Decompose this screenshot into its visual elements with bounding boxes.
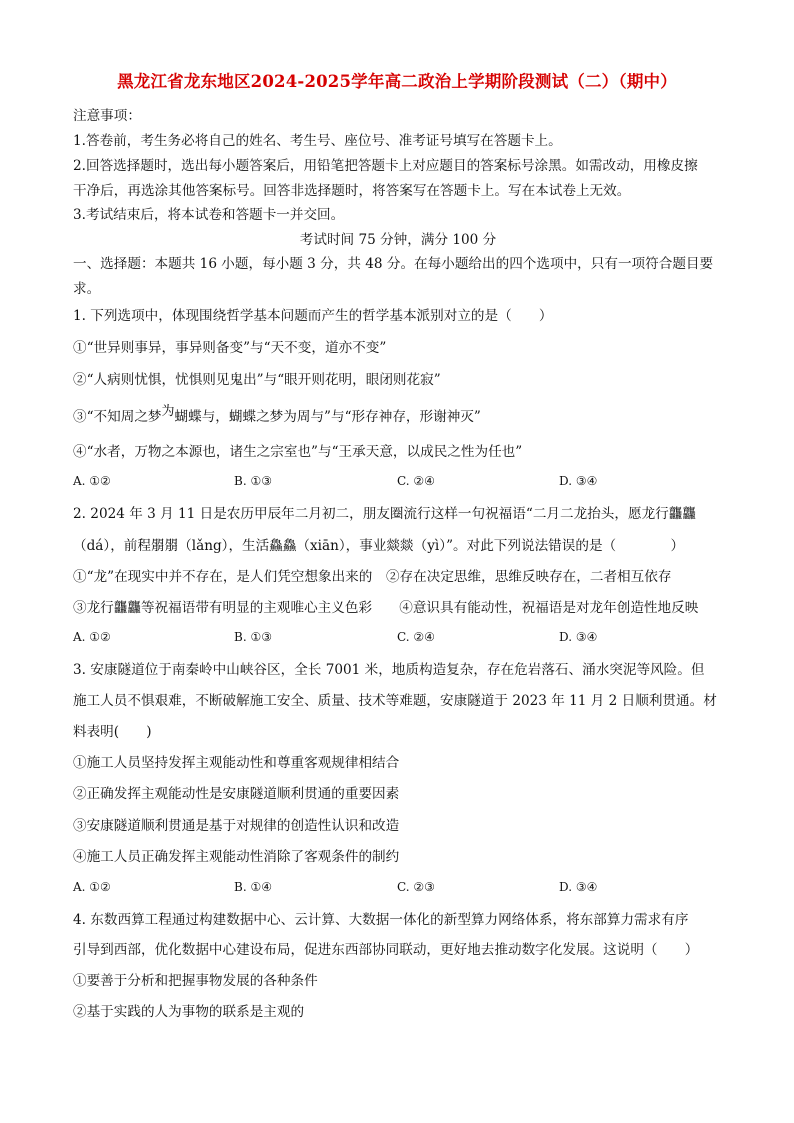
q1-s3-pre: ③“不知周之梦 <box>73 409 162 425</box>
q1-statement-1: ①“世异则事异，事异则备变”与“天不变，道亦不变” <box>73 340 387 356</box>
q2-options <box>73 630 723 650</box>
notice-item-2a: 2.回答选择题时，选出每小题答案后，用铅笔把答题卡上对应题目的答案标号涂黑。如需改动，用橡皮擦 <box>73 158 698 174</box>
q3-stem-a: 3. 安康隧道位于南秦岭中山峡谷区，全长 7001 米，地质构造复杂，存在危岩落石、涌水突泥等风险。但 <box>73 662 705 678</box>
q3-statement-3: ③安康隧道顺利贯通是基于对规律的创造性认识和改造 <box>73 818 400 834</box>
q3-statement-2: ②正确发挥主观能动性是安康隧道顺利贯通的重要因素 <box>73 786 400 802</box>
q2-stem-a: 2. 2024 年 3 月 11 日是农历甲辰年二月初二，朋友圈流行这样一句祝福语“二月二龙抬头，愿龙行龘龘 <box>73 506 696 522</box>
q1-statement-2: ②“人病则忧惧，忧惧则见鬼出”与“眼开则花明，眼闭则花寂” <box>73 372 441 388</box>
exam-title: 黑龙江省龙东地区2024-2025学年高二政治上学期阶段测试（二）（期中） <box>117 72 677 91</box>
q3-option-d[interactable]: D. ③④ <box>559 880 598 894</box>
q3-option-a[interactable]: A. ①② <box>73 880 111 894</box>
q4-statement-2: ②基于实践的人为事物的联系是主观的 <box>73 1004 305 1020</box>
q3-stem-b: 施工人员不惧艰难，不断破解施工安全、质量、技术等难题，安康隧道于 2023 年 11 月 2 日顺利贯通。材 <box>73 693 717 709</box>
notice-item-2b: 干净后，再选涂其他答案标号。回答非选择题时，将答案写在答题卡上。写在本试卷上无效。 <box>73 183 631 199</box>
q1-options <box>73 474 723 494</box>
notice-heading: 注意事项： <box>73 108 141 124</box>
exam-time: 考试时间 75 分钟，满分 100 分 <box>299 232 497 248</box>
q2-stem-b: （dá），前程朤朤（lǎng），生活鱻鱻（xiān），事业燚燚（yì）”。对此下列说法错误的是（ ） <box>73 538 685 554</box>
q3-options <box>73 880 723 900</box>
q1-s3-sup: 为 <box>161 404 175 419</box>
q3-stem-c: 料表明( ) <box>73 724 152 740</box>
q2-option-a[interactable]: A. ①② <box>73 630 111 644</box>
q4-stem-a: 4. 东数西算工程通过构建数据中心、云计算、大数据一体化的新型算力网络体系，将东部算力需求有序 <box>73 912 689 928</box>
q2-statements-3-4: ③龙行龘龘等祝福语带有明显的主观唯心主义色彩 ④意识具有能动性，祝福语是对龙年创造性地反映 <box>73 600 699 616</box>
section-1-intro-b: 求。 <box>73 281 101 297</box>
q3-statement-4: ④施工人员正确发挥主观能动性消除了客观条件的制约 <box>73 849 400 865</box>
q3-statement-1: ①施工人员坚持发挥主观能动性和尊重客观规律相结合 <box>73 755 400 771</box>
q1-s3-post: 蝴蝶与，蝴蝶之梦为周与”与“形存神存，形谢神灭” <box>174 409 481 425</box>
notice-item-1: 1.答卷前，考生务必将自己的姓名、考生号、座位号、准考证号填写在答题卡上。 <box>73 133 562 149</box>
q1-stem: 1. 下列选项中，体现围绕哲学基本问题而产生的哲学基本派别对立的是（ ） <box>73 308 553 324</box>
q2-option-d[interactable]: D. ③④ <box>559 630 598 644</box>
section-1-intro-a: 一、选择题：本题共 16 小题，每小题 3 分，共 48 分。在每小题给出的四个选项中，只有一项符合题目要 <box>73 256 714 272</box>
q1-option-c[interactable]: C. ②④ <box>397 474 435 488</box>
q1-option-d[interactable]: D. ③④ <box>559 474 598 488</box>
q3-option-c[interactable]: C. ②③ <box>397 880 435 894</box>
notice-item-3: 3.考试结束后，将本试卷和答题卡一并交回。 <box>73 207 345 223</box>
q4-stem-b: 引导到西部，优化数据中心建设布局，促进东西部协同联动，更好地去推动数字化发展。这说明（ ） <box>73 942 699 958</box>
q2-option-b[interactable]: B. ①③ <box>234 630 272 644</box>
q3-option-b[interactable]: B. ①④ <box>234 880 272 894</box>
q2-statements-1-2: ①“龙”在现实中并不存在，是人们凭空想象出来的 ②存在决定思维，思维反映存在，二者相互依存 <box>73 569 672 585</box>
q2-option-c[interactable]: C. ②④ <box>397 630 435 644</box>
q1-statement-4: ④“水者，万物之本源也，诸生之宗室也”与“王承天意，以成民之性为任也” <box>73 444 523 460</box>
q1-statement-3 <box>73 404 723 428</box>
q1-option-b[interactable]: B. ①③ <box>234 474 272 488</box>
q4-statement-1: ①要善于分析和把握事物发展的各种条件 <box>73 973 318 989</box>
q1-option-a[interactable]: A. ①② <box>73 474 111 488</box>
